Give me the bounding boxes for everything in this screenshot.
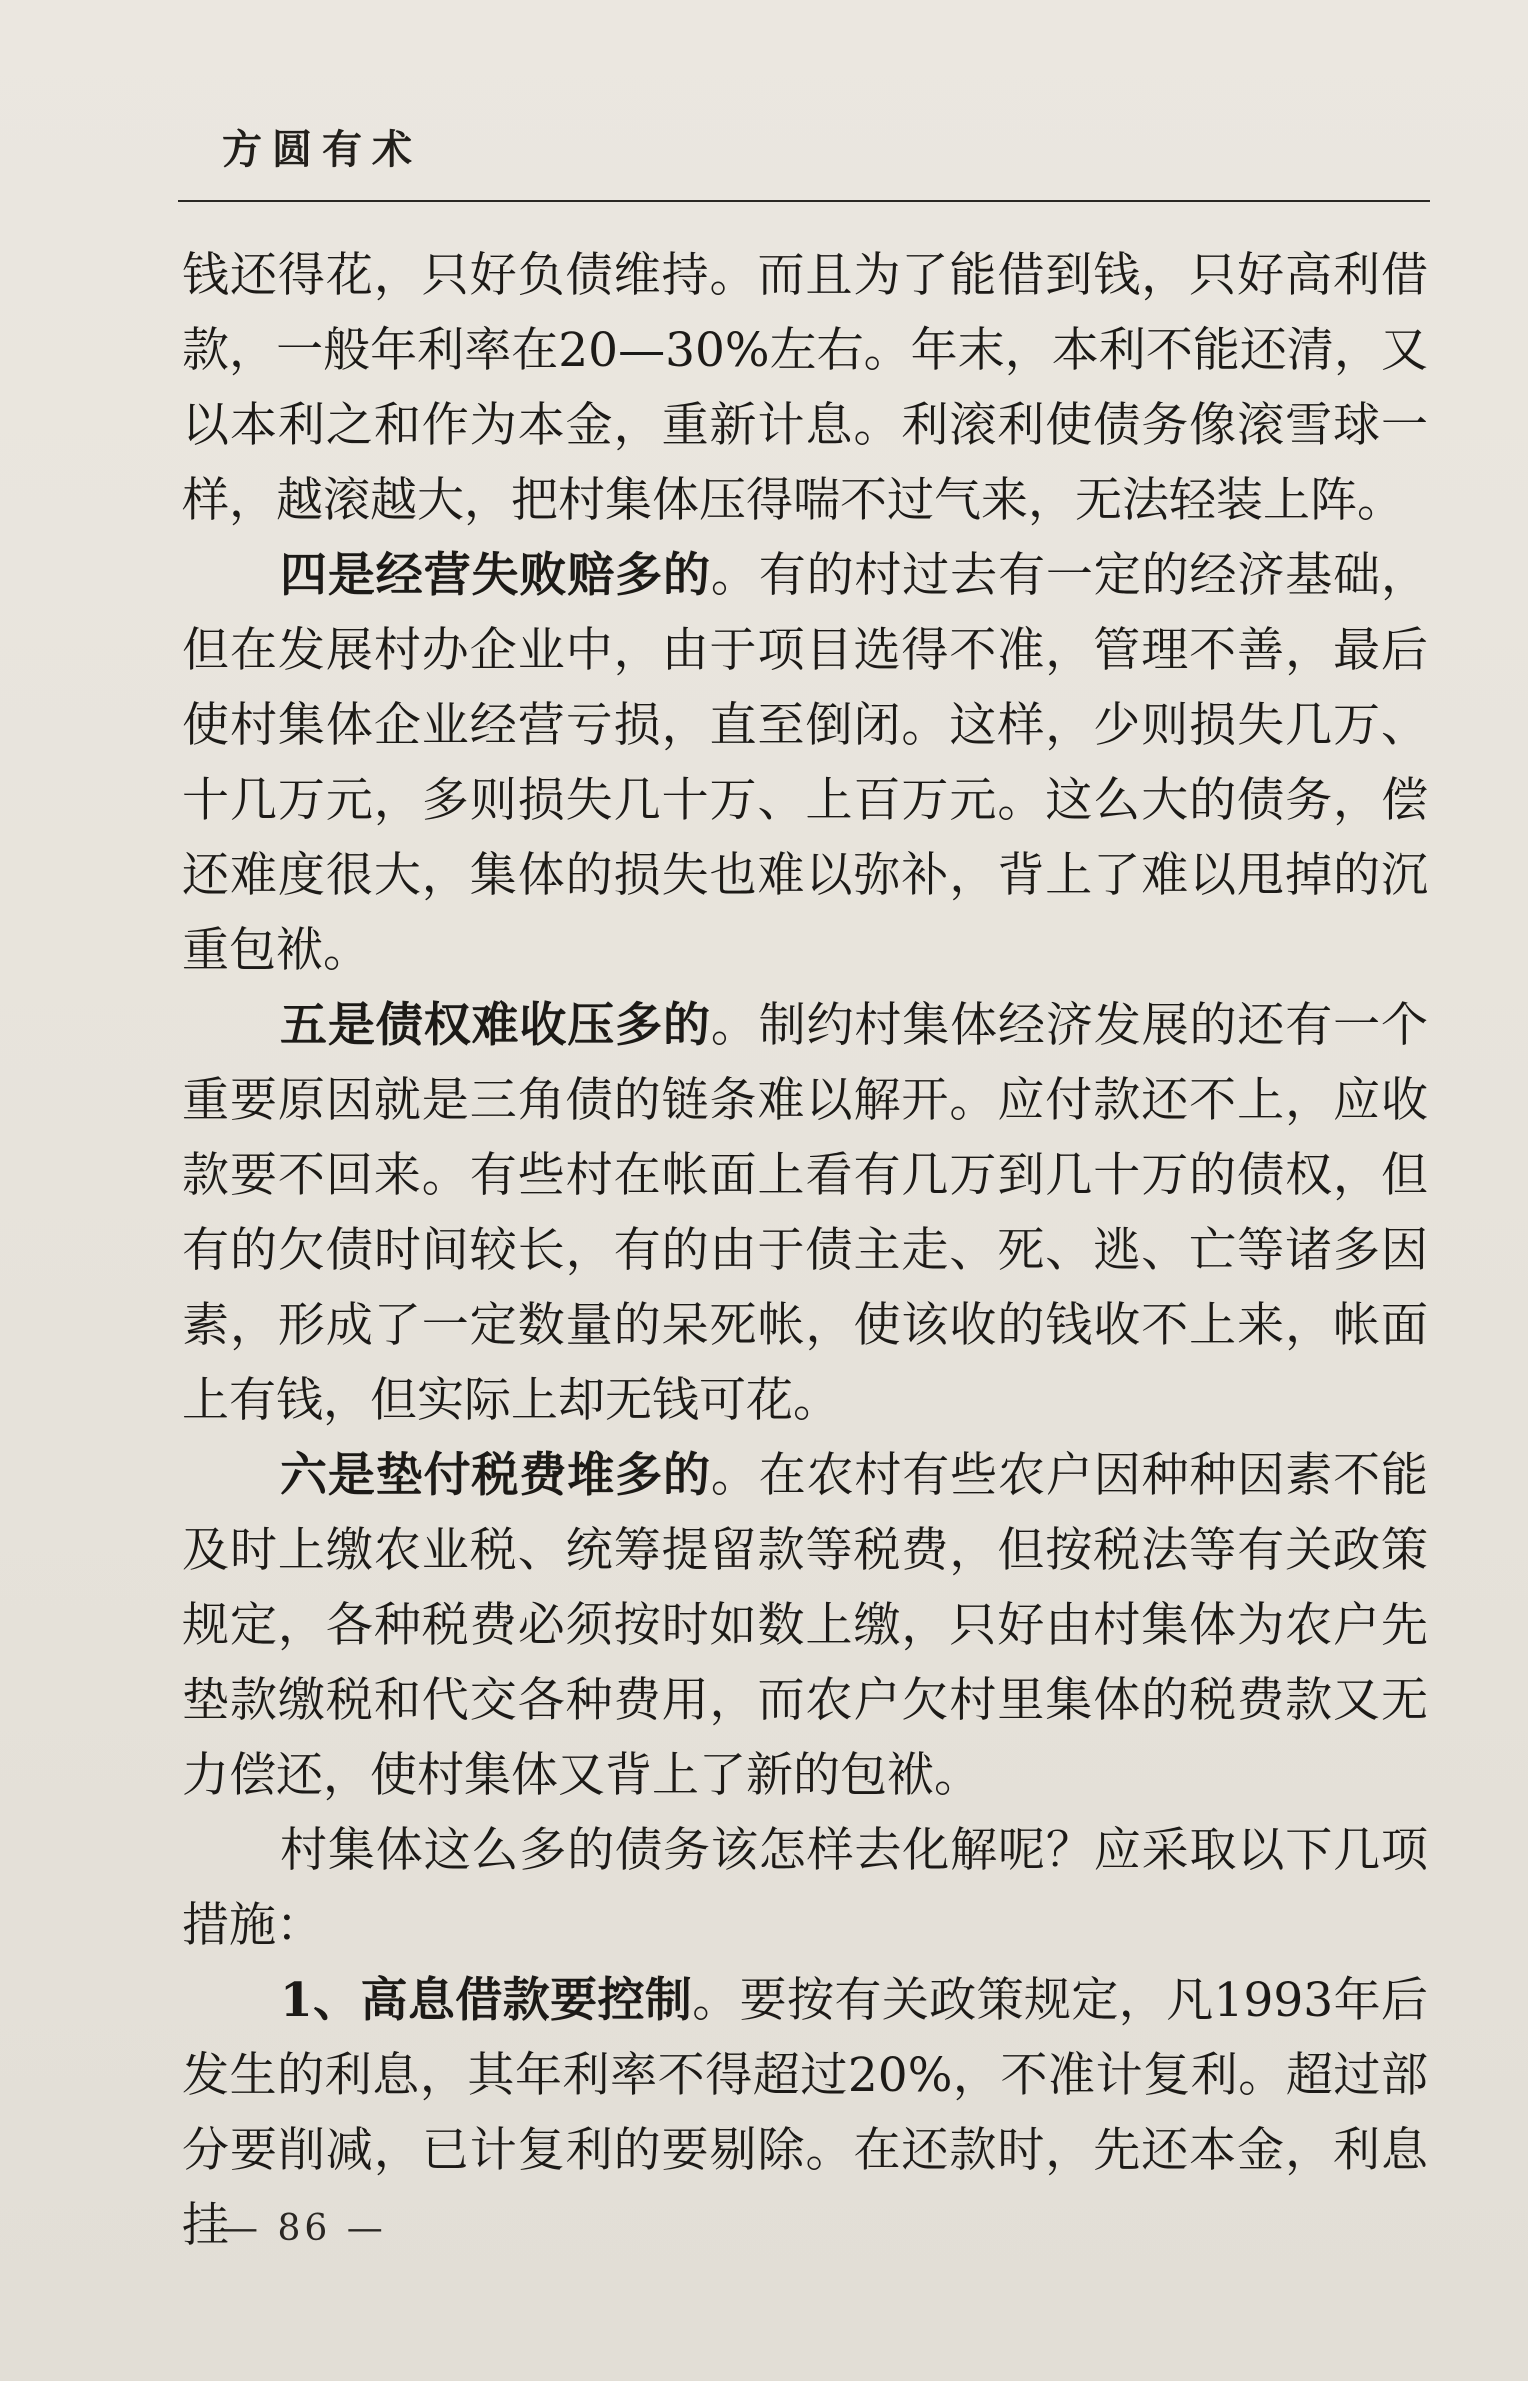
paragraph-continuation	[182, 238, 1428, 538]
paragraph-point-five	[182, 988, 1428, 1438]
header-rule	[178, 200, 1430, 202]
paragraph-text: 。有的村过去有一定的经济基础，但在发展村办企业中，由于项目选得不准，管理不善，最后使村集体企业经营亏损，直至倒闭。这样，少则损失几万、十几万元，多则损失几十万、上百万元。这么大的债务，偿还难度很大，集体的损失也难以弥补，背上了难以甩掉的沉重包袱。	[182, 548, 1429, 978]
paragraph-question	[182, 1813, 1428, 1963]
paragraph-point-six	[182, 1438, 1428, 1813]
paragraph-text: 。要按有关政策规定，凡1993年后发生的利息，其年利率不得超过20%，不准计复利。超过部分要削减，已计复利的要剔除。在还款时，先还本金，利息挂	[182, 1973, 1428, 2253]
page-number: — 86 —	[222, 2208, 387, 2249]
body-text	[182, 238, 1428, 2263]
paragraph-lead: 六是垫付税费堆多的	[280, 1448, 711, 1503]
paragraph-lead: 1、高息借款要控制	[280, 1973, 693, 2028]
paragraph-text: 。制约村集体经济发展的还有一个重要原因就是三角债的链条难以解开。应付款还不上，应收款要不回来。有些村在帐面上看有几万到几十万的债权，但有的欠债时间较长，有的由于债主走、死、逃、亡等诸多因素，形成了一定数量的呆死帐，使该收的钱收不上来，帐面上有钱，但实际上却无钱可花。	[182, 998, 1429, 1428]
paragraph-text: 村集体这么多的债务该怎样去化解呢？应采取以下几项措施：	[182, 1823, 1428, 1953]
paragraph-point-four	[182, 538, 1428, 988]
paragraph-text: 钱还得花，只好负债维持。而且为了能借到钱，只好高利借款，一般年利率在20—30%左右。年末，本利不能还清，又以本利之和作为本金，重新计息。利滚利使债务像滚雪球一样，越滚越大，把村集体压得喘不过气来，无法轻装上阵。	[182, 248, 1428, 528]
paragraph-lead: 五是债权难收压多的	[280, 998, 711, 1053]
paragraph-text: 。在农村有些农户因种种因素不能及时上缴农业税、统筹提留款等税费，但按税法等有关政策规定，各种税费必须按时如数上缴，只好由村集体为农户先垫款缴税和代交各种费用，而农户欠村里集体的税费款又无力偿还，使村集体又背上了新的包袱。	[182, 1448, 1429, 1803]
running-header-title: 方圆有术	[222, 127, 422, 173]
paragraph-lead: 四是经营失败赔多的	[280, 548, 711, 603]
